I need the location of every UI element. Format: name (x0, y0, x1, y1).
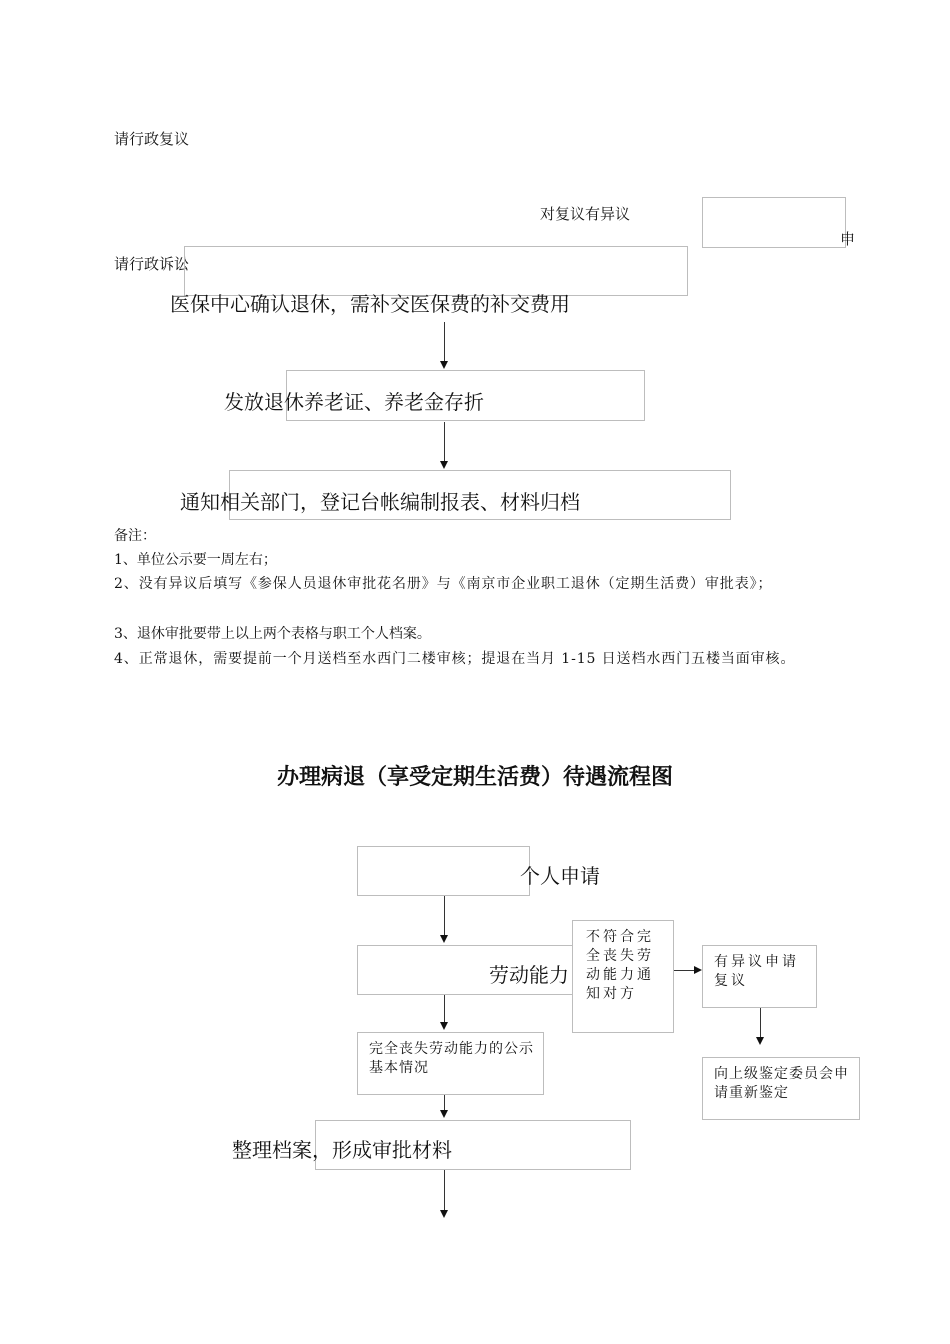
review-connector (760, 1008, 761, 1038)
total-loss-connector (444, 1095, 445, 1111)
note-item-1: 1、单位公示要一周左右； (114, 552, 277, 568)
archive-text: 整理档案，形成审批材料 (232, 1138, 452, 1162)
arrow-down-icon (440, 1110, 448, 1118)
not-qualified-text: 不符合完全丧失劳动能力通知对方 (586, 929, 654, 1002)
notes-heading: 备注： (114, 528, 156, 544)
higher-appraisal-text: 向上级鉴定委员会申请重新鉴定 (714, 1066, 849, 1101)
shen-char: 申 (840, 230, 856, 248)
labor-connector (444, 995, 445, 1023)
admin-lawsuit-text: 请行政诉讼 (114, 255, 190, 273)
flow2-title: 办理病退（享受定期生活费）待遇流程图 (276, 765, 673, 790)
arrow-down-icon (440, 361, 448, 369)
note-item-4: 4、正常退休，需要提前一个月送档至水西门二楼审核；提退在当月 1-15 日送档水西门五楼当面审核。 (114, 651, 796, 667)
note-item-3: 3、退休审批要带上以上两个表格与职工个人档案。 (114, 626, 431, 642)
arrow-down-icon (440, 935, 448, 943)
flow1-step3-text: 通知相关部门，登记台帐编制报表、材料归档 (180, 490, 580, 514)
apply-text: 个人申请 (520, 864, 600, 888)
labor-ability-text: 劳动能力 (489, 963, 569, 987)
flow1-connector-2 (444, 422, 445, 462)
right-connector (674, 970, 694, 971)
apply-connector (444, 896, 445, 936)
flow1-step1-text: 医保中心确认退休，需补交医保费的补交费用 (170, 292, 570, 316)
flow1-step2-text: 发放退休养老证、养老金存折 (224, 390, 484, 414)
archive-connector (444, 1170, 445, 1210)
flow1-connector-1 (444, 322, 445, 362)
arrow-down-icon (440, 461, 448, 469)
arrow-right-icon (694, 966, 702, 974)
arrow-down-icon (756, 1037, 764, 1045)
arrow-down-icon (440, 1210, 448, 1218)
objection-text: 对复议有异议 (540, 205, 631, 223)
total-loss-text: 完全丧失劳动能力的公示基本情况 (369, 1041, 534, 1076)
note-item-2: 2、没有异议后填写《参保人员退休审批花名册》与《南京市企业职工退休（定期生活费）审批表》； (114, 576, 773, 592)
objection-box (702, 197, 846, 248)
apply-box (357, 846, 530, 896)
admin-review-text: 请行政复议 (114, 130, 190, 148)
objection-review-text: 有异议申请复议 (714, 954, 799, 989)
arrow-down-icon (440, 1022, 448, 1030)
